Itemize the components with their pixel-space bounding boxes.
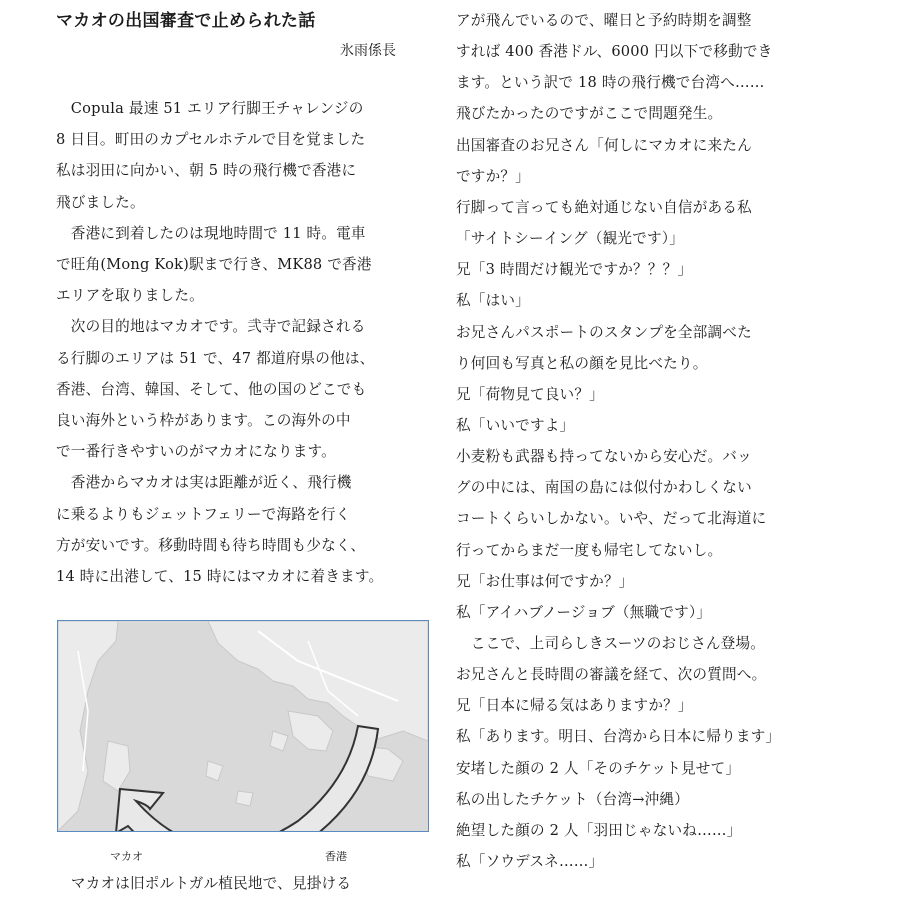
left-col-line: 私は羽田に向かい、朝 5 時の飛行機で香港に bbox=[56, 162, 357, 180]
left-col-line: で一番行きやすいのがマカオになります。 bbox=[56, 443, 336, 461]
left-col-line: Copula 最速 51 エリア行脚王チャレンジの bbox=[56, 100, 364, 117]
right-col-line: 私の出したチケット（台湾→沖縄） bbox=[456, 790, 690, 808]
left-last-line: マカオは旧ポルトガル植民地で、見掛ける bbox=[56, 875, 352, 892]
right-col-line: 出国審査のお兄さん「何しにマカオに来たん bbox=[456, 136, 752, 154]
map-image bbox=[57, 620, 429, 832]
left-col-line: に乗るよりもジェットフェリーで海路を行く bbox=[56, 505, 351, 523]
left-col-line: る行脚のエリアは 51 で、47 都道府県の他は、 bbox=[56, 349, 375, 367]
right-col-line: 「サイトシーイング（観光です）」 bbox=[456, 230, 685, 248]
left-col-line: 方が安いです。移動時間も待ち時間も少なく、 bbox=[56, 536, 366, 554]
right-col-line: コートくらいしかない。いや、だって北海道に bbox=[456, 510, 767, 528]
map-drawing bbox=[58, 621, 428, 831]
right-col-line: 兄「3 時間だけ観光ですか？？？」 bbox=[456, 261, 693, 279]
right-col-line: すれば 400 香港ドル、6000 円以下で移動でき bbox=[456, 43, 773, 61]
left-col-line: で旺角(Mong Kok)駅まで行き、MK88 で香港 bbox=[56, 256, 372, 273]
author-name: 氷雨係長 bbox=[340, 43, 396, 59]
right-col-line: 私「アイハブノージョブ（無職です）」 bbox=[456, 603, 712, 621]
right-col-line: ここで、上司らしきスーツのおじさん登場。 bbox=[456, 635, 766, 652]
left-col-line: 香港に到着したのは現地時間で 11 時。電車 bbox=[56, 224, 366, 242]
map-caption-macau: マカオ bbox=[110, 850, 143, 863]
right-col-line: 兄「お仕事は何ですか？」 bbox=[456, 572, 634, 590]
right-col-line: ですか？」 bbox=[456, 167, 530, 185]
right-col-line: 小麦粉も武器も持ってないから安心だ。バッ bbox=[456, 448, 752, 466]
right-col-line: 私「あります。明日、台湾から日本に帰ります」 bbox=[456, 728, 781, 746]
left-col-line: 飛びました。 bbox=[56, 193, 145, 211]
right-col-line: お兄さんパスポートのスタンプを全部調べた bbox=[456, 323, 752, 341]
right-col-line: 兄「荷物見て良い？」 bbox=[456, 385, 604, 403]
map-caption-hongkong: 香港 bbox=[325, 850, 347, 863]
right-col-line: 兄「日本に帰る気はありますか？」 bbox=[456, 697, 693, 715]
article-title: マカオの出国審査で止められた話 bbox=[56, 11, 316, 31]
left-col-line: 次の目的地はマカオです。弐寺で記録される bbox=[56, 318, 366, 336]
right-col-line: 行ってからまだ一度も帰宅してないし。 bbox=[456, 541, 723, 559]
left-col-line: 良い海外という枠があります。この海外の中 bbox=[56, 412, 351, 429]
left-col-line: 香港からマカオは実は距離が近く、飛行機 bbox=[56, 474, 352, 492]
left-col-line: 14 時に出港して、15 時にはマカオに着きます。 bbox=[56, 568, 384, 585]
left-col-line: 8 日目。町田のカプセルホテルで目を覚ました bbox=[56, 131, 366, 149]
right-col-line: 私「ソウデスネ……」 bbox=[456, 853, 604, 871]
right-col-line: グの中には、南国の島には似付かわしくない bbox=[456, 479, 752, 497]
right-col-line: 絶望した顔の 2 人「羽田じゃないね……」 bbox=[456, 821, 742, 839]
left-col-line: エリアを取りました。 bbox=[56, 287, 204, 305]
right-col-line: り何回も写真と私の顔を見比べたり。 bbox=[456, 354, 708, 372]
right-col-line: 私「いいですよ」 bbox=[456, 416, 575, 434]
right-col-line: ます。という訳で 18 時の飛行機で台湾へ…… bbox=[456, 74, 765, 92]
right-col-line: お兄さんと長時間の審議を経て、次の質問へ。 bbox=[456, 666, 767, 684]
right-col-line: 行脚って言っても絶対通じない自信がある私 bbox=[456, 198, 752, 216]
right-col-line: 飛びたかったのですがここで問題発生。 bbox=[456, 105, 723, 123]
right-col-line: 私「はい」 bbox=[456, 292, 530, 310]
right-col-line: アが飛んでいるので、曜日と予約時期を調整 bbox=[456, 12, 752, 29]
right-col-line: 安堵した顔の 2 人「そのチケット見せて」 bbox=[456, 759, 741, 777]
left-col-line: 香港、台湾、韓国、そして、他の国のどこでも bbox=[56, 380, 367, 398]
